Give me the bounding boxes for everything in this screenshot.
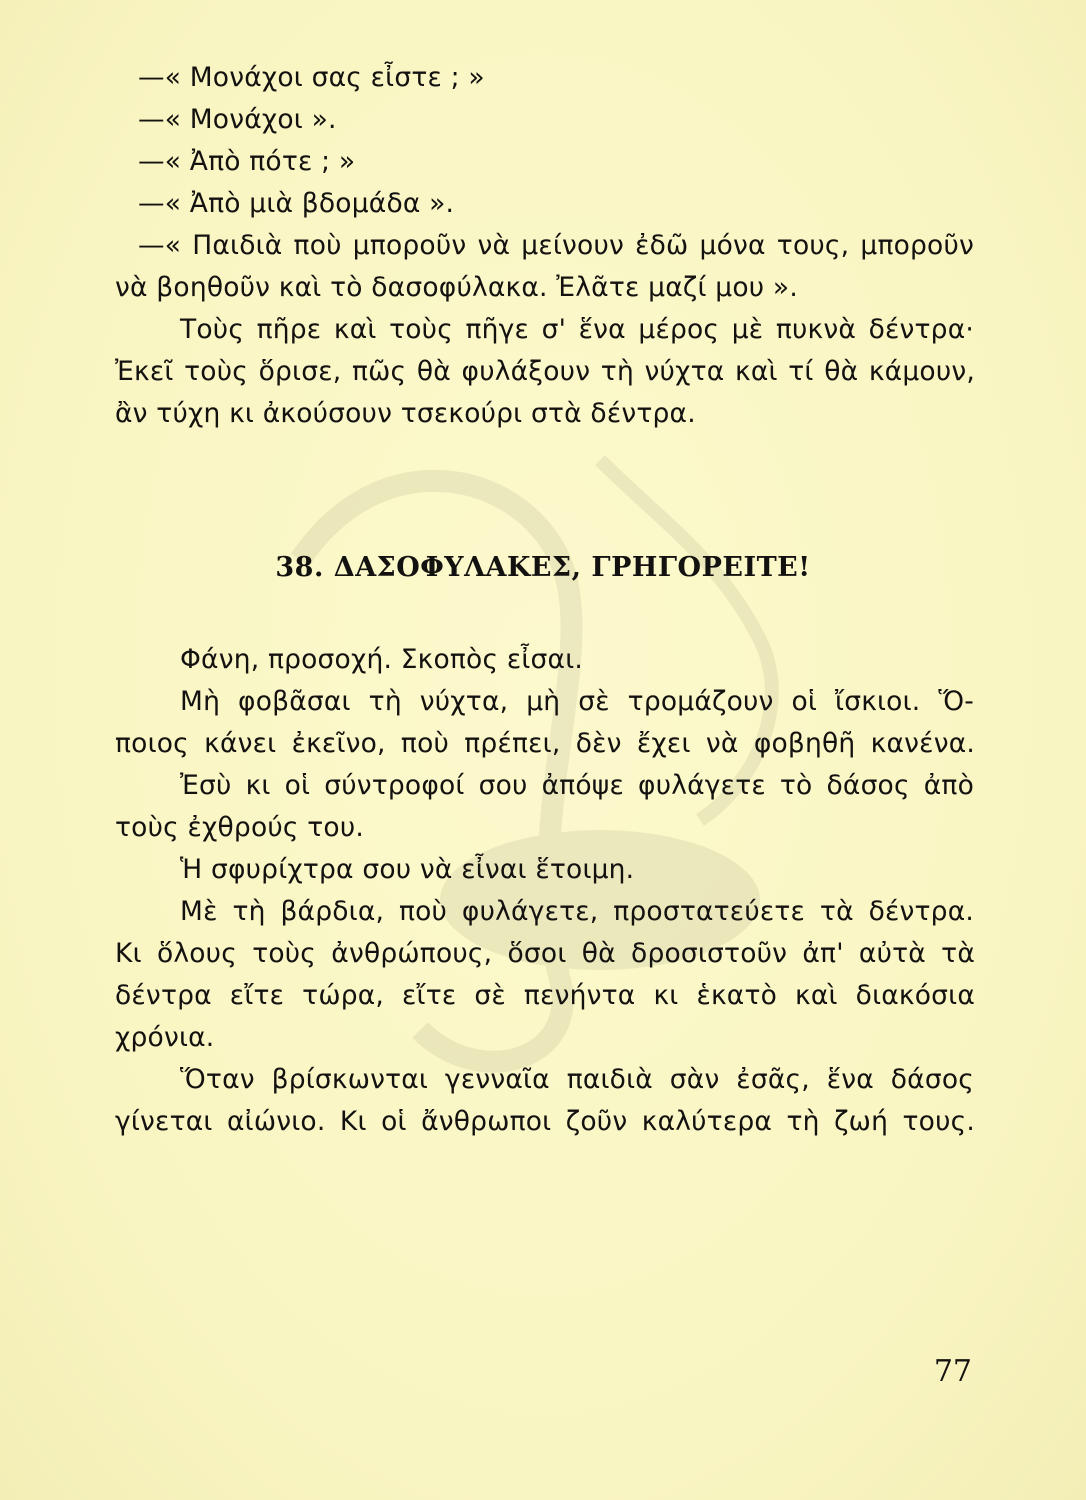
section-line-10: χρόνια. xyxy=(115,1022,215,1053)
section-heading: 38. ΔΑΣΟΦΥΛΑΚΕΣ, ΓΡΗΓΟΡΕΙΤΕ! xyxy=(275,552,811,583)
section-line-7: Μὲ τὴ βάρδια, ποὺ φυλάγετε, προστατεύετε τὰ δέντρα. xyxy=(180,896,974,927)
dialogue-line-5: —« Παιδιὰ ποὺ μποροῦν νὰ μείνουν ἐδῶ μόνα τους, μποροῦν xyxy=(138,230,974,261)
section-line-5: τοὺς ἐχθρούς του. xyxy=(115,812,364,843)
dialogue-line-6: νὰ βοηθοῦν καὶ τὸ δασοφύλακα. Ἐλᾶτε μαζί μου ». xyxy=(115,272,798,303)
page-number: 77 xyxy=(933,1354,972,1389)
section-line-12: γίνεται αἰώνιο. Κι οἱ ἄνθρωποι ζοῦν καλύτερα τὴ ζωή τους. xyxy=(115,1106,975,1137)
section-line-4: Ἐσὺ κι οἱ σύντροφοί σου ἀπόψε φυλάγετε τὸ δάσος ἀπὸ xyxy=(180,770,974,801)
dialogue-line-4: —« Ἀπὸ μιὰ βδομάδα ». xyxy=(138,188,455,219)
section-line-9: δέντρα εἴτε τώρα, εἴτε σὲ πενήντα κι ἑκατὸ καὶ διακόσια xyxy=(115,980,975,1011)
dialogue-line-1: —« Μονάχοι σας εἶστε ; » xyxy=(138,62,485,93)
section-line-1: Φάνη, προσοχή. Σκοπὸς εἶσαι. xyxy=(180,644,583,675)
section-line-6: Ἡ σφυρίχτρα σου νὰ εἶναι ἕτοιμη. xyxy=(180,854,635,885)
section-line-3: ποιος κάνει ἐκεῖνο, ποὺ πρέπει, δὲν ἔχει νὰ φοβηθῆ κανένα. xyxy=(115,728,975,759)
section-line-11: Ὅταν βρίσκωνται γενναῖα παιδιὰ σὰν ἐσᾶς, ἕνα δάσος xyxy=(180,1064,974,1095)
section-line-2: Μὴ φοβᾶσαι τὴ νύχτα, μὴ σὲ τρομάζουν οἱ ἴσκιοι. Ὅ- xyxy=(180,686,974,717)
narration-line-1: Τοὺς πῆρε καὶ τοὺς πῆγε σ' ἕνα μέρος μὲ πυκνὰ δέντρα· xyxy=(180,314,974,345)
section-line-8: Κι ὅλους τοὺς ἀνθρώπους, ὅσοι θὰ δροσιστοῦν ἀπ' αὐτὰ τὰ xyxy=(115,938,975,969)
narration-line-2: Ἐκεῖ τοὺς ὅρισε, πῶς θὰ φυλάξουν τὴ νύχτα καὶ τί θὰ κάμουν, xyxy=(115,356,975,387)
dialogue-line-3: —« Ἀπὸ πότε ; » xyxy=(138,146,356,177)
dialogue-line-2: —« Μονάχοι ». xyxy=(138,104,337,135)
narration-line-3: ἂν τύχη κι ἀκούσουν τσεκούρι στὰ δέντρα. xyxy=(115,398,696,429)
